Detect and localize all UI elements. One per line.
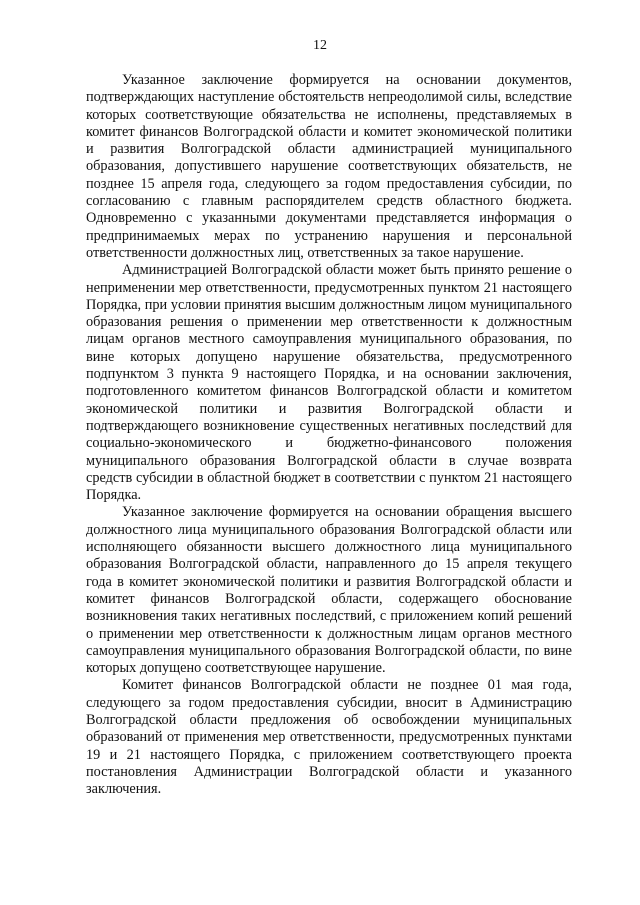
document-body xyxy=(86,72,572,798)
page-number: 12 xyxy=(313,38,327,53)
paragraph-1: Указанное заключение формируется на основании документов, подтверждающих наступление обстоятельств непреодолимой силы, вследствие которых соответствующие обязательства не исполнены, представляемых в комитет финансов Волгоградской области и комитет экономической политики и развития Волгоградской области администрацией муниципального образования, допустившего нарушение соответствующих обязательств, не позднее 15 апреля года, следующего за годом предоставления субсидии, по согласованию с главным распорядителем средств областного бюджета. Одновременно с указанными документами представляется информация о предпринимаемых мерах по устранению нарушения и персональной ответственности должностных лиц, ответственных за такое нарушение. xyxy=(86,72,572,261)
paragraph-4: Комитет финансов Волгоградской области не позднее 01 мая года, следующего за годом предоставления субсидии, вносит в Администрацию Волгоградской области предложения об освобождении муниципальных образований от применения мер ответственности, предусмотренных пунктами 19 и 21 настоящего Порядка, с приложением соответствующего проекта постановления Администрации Волгоградской области и указанного заключения. xyxy=(86,677,572,798)
paragraph-2: Администрацией Волгоградской области может быть принято решение о неприменении мер ответственности, предусмотренных пунктом 21 настоящего Порядка, при условии принятия высшим должностным лицом муниципального образования решения о применении мер ответственности к должностным лицам органов местного самоуправления муниципального образования, по вине которых допущено нарушение обязательства, предусмотренного подпунктом 3 пункта 9 настоящего Порядка, и на основании заключения, подготовленного комитетом финансов Волгоградской области и комитетом экономической политики и развития Волгоградской области и подтверждающего возникновение существенных негативных последствий для социально-экономического и бюджетно-финансового положения муниципального образования Волгоградской области в случае возврата средств субсидии в областной бюджет в соответствии с пунктом 21 настоящего Порядка. xyxy=(86,262,572,504)
paragraph-3: Указанное заключение формируется на основании обращения высшего должностного лица муниципального образования Волгоградской области или исполняющего обязанности высшего должностного лица муниципального образования Волгоградской области, направленного до 15 апреля текущего года в комитет экономической политики и развития Волгоградской области и комитет финансов Волгоградской области, содержащего обоснование возникновения таких негативных последствий, с приложением копий решений о применении мер ответственности к должностным лицам органов местного самоуправления муниципального образования Волгоградской области, по вине которых допущено соответствующее нарушение. xyxy=(86,504,572,677)
